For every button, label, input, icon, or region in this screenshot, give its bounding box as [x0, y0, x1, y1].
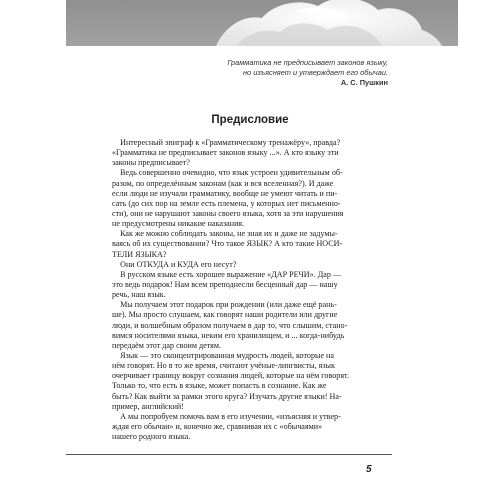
body-line: Только то, что есть в языке, может попасть в сознание. Как же [112, 381, 327, 391]
epigraph-line: но изъясняет и утверждает его обычаи. [242, 68, 388, 77]
body-line: вимся носителями языка, неким его хранилищем, и ... когда-нибудь [112, 330, 345, 340]
body-line: передаём этот дар своим детям. [112, 340, 221, 350]
body-line: Интересный эпиграф к «Грамматическому тренажёру», правда? [112, 138, 341, 147]
body-line: если люди не изучали грамматику, вообще не умеют читать и пи- [112, 188, 338, 198]
body-line: нашего родного языка. [112, 432, 191, 442]
header-band [66, 0, 458, 46]
body-line: Они ОТКУДА и КУДА его несут? [112, 259, 237, 269]
epigraph-line: Грамматика не предписывает законов языку, [227, 58, 388, 67]
body-text [112, 138, 388, 442]
body-line: «Грамматика не предписывает законов языку ...». А кто языку эти [112, 148, 339, 158]
body-line: А мы попробуем помочь вам в его изучении, «изъясняя и утвер- [112, 411, 341, 421]
body-line: ТЕЛИ ЯЗЫКА? [112, 249, 167, 259]
page-number: 5 [366, 464, 372, 475]
header-decoration-shape [66, 0, 458, 46]
body-line: разом, по определённым законам (как и вся вселенная?). И даже [112, 178, 334, 188]
body-line: ваясь об их существовании? Что такое ЯЗЫК? А кто такие НОСИ- [112, 239, 343, 249]
body-line: сти), они не нарушают законы своего языка, хотя за эти нарушения [112, 208, 344, 218]
body-line: это ведь подарок! Нам всем преподнесли бесценный дар — нашу [112, 279, 338, 289]
body-line: Язык — это сконцентрированная мудрость людей, которые на [112, 350, 334, 360]
epigraph-author: А. С. Пушкин [340, 78, 388, 87]
body-line: сать (до сих пор на земле есть племена, у которых нет письменно- [112, 198, 341, 208]
footer-rule [66, 454, 392, 455]
body-line: люди, и волшебным образом получаем в дар то, что слышим, стано- [112, 320, 348, 330]
epigraph [227, 58, 388, 88]
body-line: очерчивает границу вокруг сознания людей, которые на нём говорят. [112, 371, 349, 381]
body-line: речь, наш язык. [112, 290, 166, 300]
body-line: ждая его обычаи» и, конечно же, сравнивая их с «обычаями» [112, 421, 323, 431]
body-line: быть? Как выйти за рамки этого круга? Изучать другие языки! На- [112, 391, 342, 401]
body-line: законы предписывает? [112, 158, 190, 168]
body-line: Ведь совершенно очевидно, что язык устроен удивительным об- [112, 168, 343, 178]
body-line: нём говорят. Но в то же время, считают учёные-лингвисты, язык [112, 361, 335, 371]
body-line: В русском языке есть хорошее выражение «ДАР РЕЧИ». Дар — [112, 269, 342, 279]
body-line: Мы получаем этот подарок при рождении (или даже ещё рань- [112, 300, 337, 310]
body-line: не предусмотрены никакие наказания. [112, 219, 245, 229]
page-title: Предисловие [211, 114, 289, 126]
body-line: ше). Мы просто слушаем, как говорят наши родители или другие [112, 310, 338, 320]
body-line: Как же можно соблюдать законы, не зная их и даже не задумы- [112, 229, 338, 239]
body-line: пример, английский! [112, 401, 184, 411]
